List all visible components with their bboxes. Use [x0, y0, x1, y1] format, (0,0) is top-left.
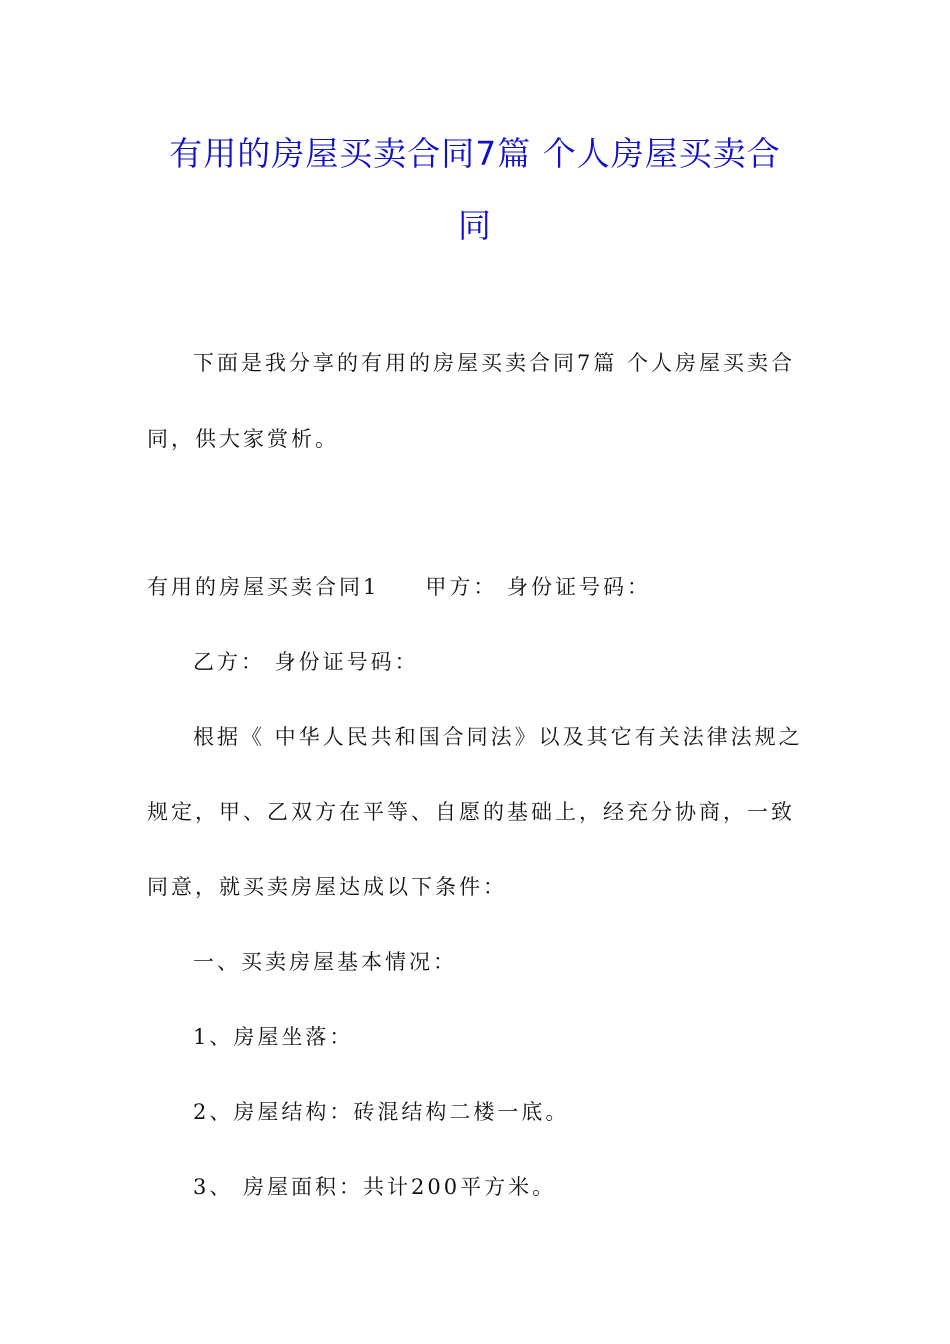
intro-paragraph-line-2: 同，供大家赏析。: [147, 427, 339, 451]
document-title: [140, 118, 810, 262]
item-1-location: 1、房屋坐落：: [193, 1025, 354, 1049]
item-2-structure: 2、房屋结构：砖混结构二楼一底。: [193, 1100, 570, 1124]
contract-heading: 有用的房屋买卖合同1: [147, 575, 380, 599]
item-3-area: 3、 房屋面积：共计200平方米。: [193, 1175, 557, 1199]
title-line-2: 同: [458, 206, 492, 245]
title-line-1: 有用的房屋买卖合同7篇 个人房屋买卖合: [169, 134, 781, 173]
basis-paragraph-line-2: 规定，甲、乙双方在平等、自愿的基础上，经充分协商，一致: [147, 800, 795, 824]
party-b-line: 乙方： 身份证号码：: [193, 650, 419, 674]
basis-paragraph-line-1: 根据《 中华人民共和国合同法》以及其它有关法律法规之: [193, 725, 803, 749]
section-1-heading: 一、买卖房屋基本情况：: [193, 950, 457, 974]
basis-paragraph-line-3: 同意，就买卖房屋达成以下条件：: [147, 875, 507, 899]
party-a-line: 甲方： 身份证号码：: [425, 575, 652, 599]
intro-paragraph-line-1: 下面是我分享的有用的房屋买卖合同7篇 个人房屋买卖合: [193, 351, 796, 375]
contract-heading-row: [147, 571, 817, 601]
